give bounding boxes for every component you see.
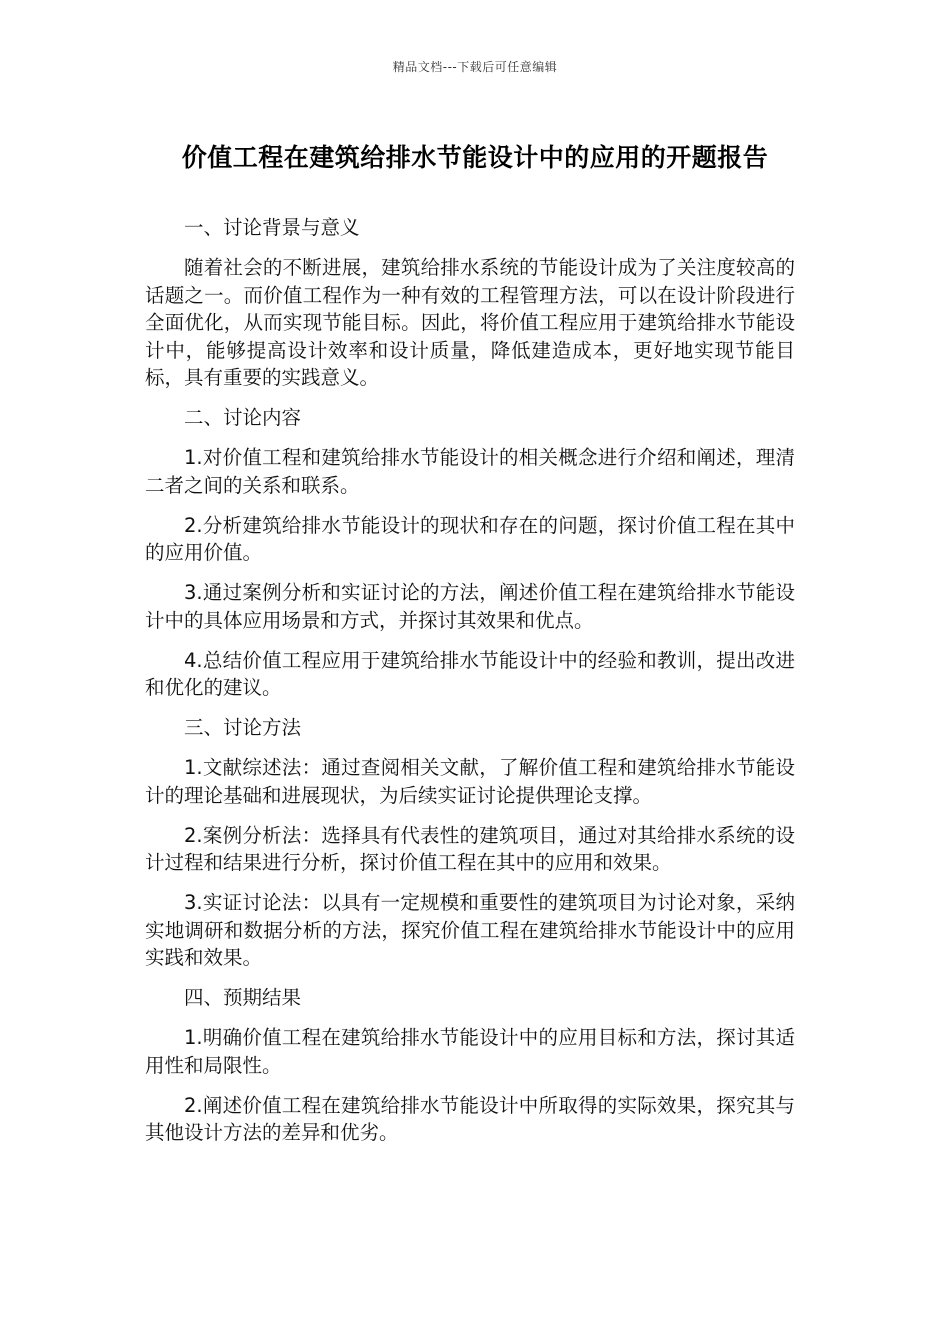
paragraph-result-1: 1.明确价值工程在建筑给排水节能设计中的应用目标和方法，探讨其适用性和局限性。 (145, 1026, 795, 1077)
paragraph-method-2: 2.案例分析法：选择具有代表性的建筑项目，通过对其给排水系统的设计过程和结果进行分析，探讨价值工程在其中的应用和效果。 (145, 823, 795, 874)
section-heading-expected-results: 四、预期结果 (184, 986, 302, 1009)
section-heading-background: 一、讨论背景与意义 (184, 216, 360, 239)
document-body (145, 214, 795, 1159)
paragraph-content-2: 2.分析建筑给排水节能设计的现状和存在的问题，探讨价值工程在其中的应用价值。 (145, 513, 795, 564)
paragraph-method-1: 1.文献综述法：通过查阅相关文献，了解价值工程和建筑给排水节能设计的理论基础和进展现状，为后续实证讨论提供理论支撑。 (145, 756, 795, 807)
paragraph-background: 随着社会的不断进展，建筑给排水系统的节能设计成为了关注度较高的话题之一。而价值工程作为一种有效的工程管理方法，可以在设计阶段进行全面优化，从而实现节能目标。因此，将价值工程应用于建筑给排水节能设计中，能够提高设计效率和设计质量，降低建造成本，更好地实现节能目标，具有重要的实践意义。 (145, 256, 795, 389)
header-note: 精品文档---下载后可任意编辑 (392, 60, 558, 74)
paragraph-content-4: 4.总结价值工程应用于建筑给排水节能设计中的经验和教训，提出改进和优化的建议。 (145, 648, 795, 699)
section-heading-content: 二、讨论内容 (184, 406, 302, 429)
paragraph-method-3: 3.实证讨论法：以具有一定规模和重要性的建筑项目为讨论对象，采纳实地调研和数据分析的方法，探究价值工程在建筑给排水节能设计中的应用实践和效果。 (145, 891, 795, 969)
document-title: 价值工程在建筑给排水节能设计中的应用的开题报告 (181, 143, 769, 172)
paragraph-result-2: 2.阐述价值工程在建筑给排水节能设计中所取得的实际效果，探究其与其他设计方法的差异和优劣。 (145, 1093, 795, 1144)
paragraph-content-1: 1.对价值工程和建筑给排水节能设计的相关概念进行介绍和阐述，理清二者之间的关系和联系。 (145, 446, 795, 497)
paragraph-content-3: 3.通过案例分析和实证讨论的方法，阐述价值工程在建筑给排水节能设计中的具体应用场景和方式，并探讨其效果和优点。 (145, 581, 795, 632)
section-heading-methods: 三、讨论方法 (184, 716, 302, 739)
